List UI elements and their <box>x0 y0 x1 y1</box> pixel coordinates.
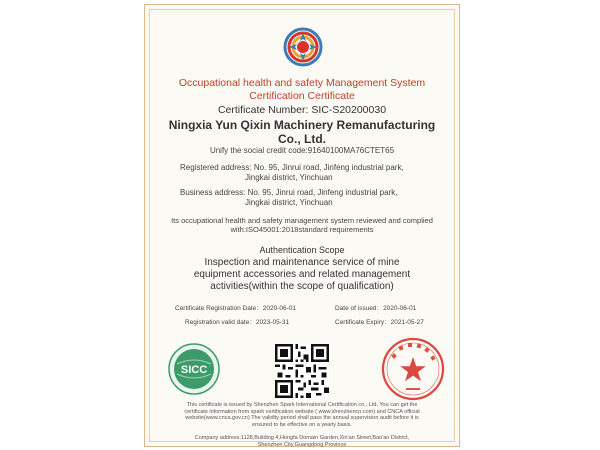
footer-notice <box>145 402 459 428</box>
certificate-number: Certificate Number: SIC-S20200030 <box>217 104 387 116</box>
scope-heading: Authentication Scope <box>259 245 345 255</box>
registration-valid-value: 2023-05-31 <box>255 319 290 326</box>
registered-address-line1: Registered address: No. 95, Jinrui road, Jinfeng industrial park, <box>180 163 404 172</box>
certificate-expiry-value: 2021-05-27 <box>390 319 424 326</box>
certificate-title: Occupational health and safety Management System <box>178 77 426 89</box>
certificate-subtitle: Certification Certificate <box>249 90 355 102</box>
company-address-line2: Shenzhen City,Guangdong Province <box>257 441 347 448</box>
certificate <box>144 4 460 447</box>
sicc-logo <box>167 342 221 396</box>
registration-date <box>175 303 296 312</box>
review-line1: Its occupational health and safety management system reviewed and complied <box>171 216 433 225</box>
business-address-line1: Business address: No. 95, Jinrui road, Jinfeng industrial park, <box>180 188 398 197</box>
official-seal <box>380 336 446 402</box>
registered-address <box>180 163 440 183</box>
scope-line2: equipment accessories and related management <box>193 269 411 280</box>
scope-text <box>145 257 459 293</box>
certificate-expiry-label: Certificate Expiry： <box>335 319 391 326</box>
issue-date-label: Date of issued： <box>335 305 384 312</box>
certificate-expiry <box>335 317 424 326</box>
sicc-logo-text: SICC <box>180 364 208 376</box>
footer-line2: certificate information from spark certification website ( www.shenzhencn.com) and CNCA official <box>184 408 420 415</box>
registered-address-line2: Jingkai district, Yinchuan <box>245 173 333 182</box>
review-line2: with:ISO45001:2018standard requirements <box>230 225 374 234</box>
scope-line1: Inspection and maintenance service of mine <box>204 257 400 268</box>
company-name-line1: Ningxia Yun Qixin Machinery Remanufacturing <box>168 118 436 132</box>
issue-date-value: 2020-06-01 <box>383 305 417 312</box>
registration-valid-label: Registration valid date： <box>185 319 256 326</box>
qr-code[interactable] <box>275 344 329 398</box>
registration-date-value: 2020-06-01 <box>262 305 297 312</box>
footer-line4: ensured to be effective on a yearly basis. <box>252 421 352 428</box>
certification-emblem <box>283 27 323 67</box>
business-address-line2: Jingkai district, Yinchuan <box>245 198 333 207</box>
footer-line3: website(www.cnca.gov.cn).The validity period shall pass the annual supervision audit before it is <box>185 415 419 422</box>
review-statement <box>145 216 459 234</box>
registration-valid-date <box>185 317 289 326</box>
scope-line3: activities(within the scope of qualification) <box>210 281 394 292</box>
company-name-line2: Co., Ltd. <box>278 132 326 146</box>
issue-date <box>335 303 416 312</box>
credit-code: Unify the social credit code:91640100MA76CTET65 <box>209 146 395 155</box>
company-address-line1: Company address:1128,Building 4,Hongfa Domain Garden,Xin'an Street,Bao'an District, <box>194 435 410 441</box>
company-address <box>145 435 459 448</box>
footer-line1: This certificate is issued by Shenzhen Spark International Certification co., Ltd. You can get the <box>186 402 418 408</box>
registration-date-label: Certificate Registration Date： <box>175 305 263 312</box>
business-address <box>180 188 440 208</box>
